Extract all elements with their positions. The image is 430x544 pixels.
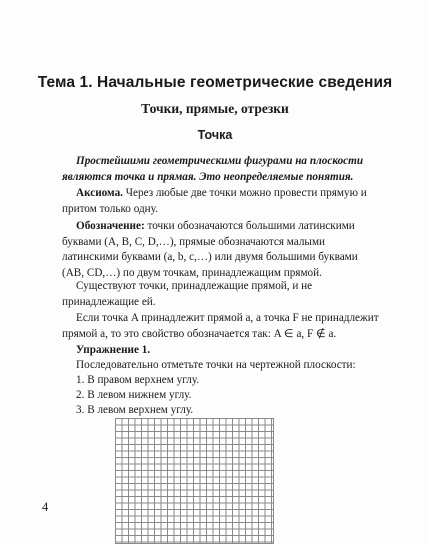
notation-label: Обозначение: [76, 220, 145, 232]
exercise-item: 3. В левом верхнем углу. [76, 404, 194, 416]
notation-text: точки обозначаются большими латинскими буквами (A, B, C, D,…), прямые обозначаются малыми латинскими буквами (a, b, c,…) или двумя большими буквами (AB, CD,…) по двум точкам, принадлежащим прямой. [62, 220, 358, 279]
exercise-item: 2. В левом нижнем углу. [76, 389, 192, 401]
drawing-grid [115, 418, 274, 544]
axiom-paragraph [62, 186, 382, 217]
exercise-title: Упражнение 1. [76, 344, 151, 356]
axiom-text: Через любые две точки можно провести прямую и притом только одну. [62, 187, 367, 215]
subsection-title: Точка [197, 128, 233, 142]
axiom-label: Аксиома. [76, 187, 123, 199]
exercise-item: 1. В правом верхнем углу. [76, 374, 200, 386]
topic-title: Тема 1. Начальные геометрические сведения [37, 74, 393, 91]
section-title: Точки, прямые, отрезки [141, 101, 289, 116]
notation-paragraph [62, 219, 382, 281]
existence-paragraph: Существуют точки, принадлежащие прямой, и не принадлежащие ей. [62, 280, 313, 308]
membership-paragraph: Если точка A принадлежит прямой a, а точка F не принадлежит прямой a, то это свойство обозначается так: A ∈ a, F ∉ a. [62, 312, 379, 340]
exercise-prompt: Последовательно отметьте точки на чертежной плоскости: [76, 359, 356, 371]
page-number: 4 [42, 500, 49, 514]
intro-paragraph: Простейшими геометрическими фигурами на плоскости являются точка и прямая. Это неопределяемые понятия. [62, 155, 364, 183]
